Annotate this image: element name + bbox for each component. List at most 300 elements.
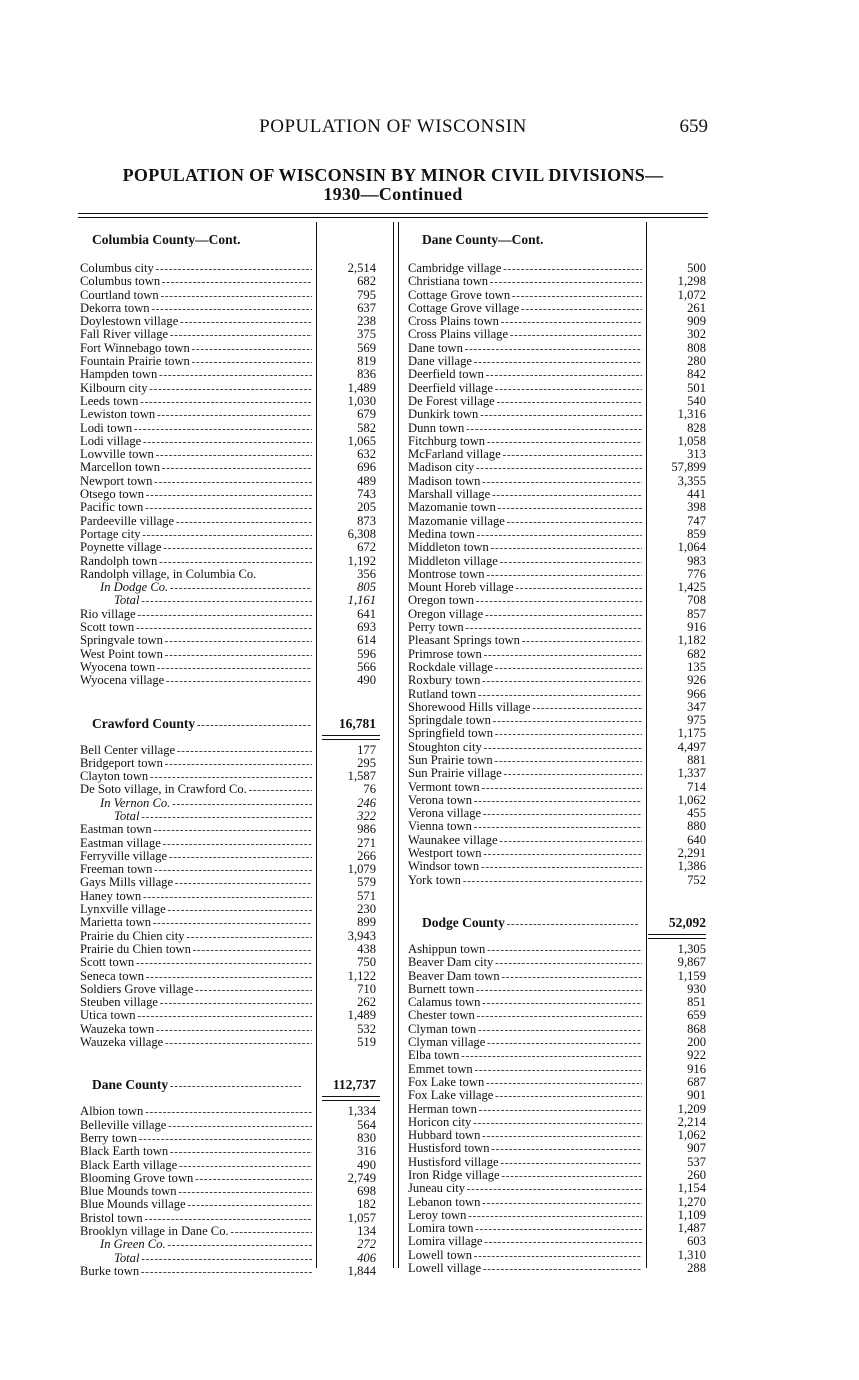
population-value: 614 [357, 633, 376, 648]
population-value: 1,065 [347, 433, 376, 448]
sub-row [80, 1238, 380, 1251]
table-row [80, 823, 380, 836]
county-heading-title: Dane County—Cont. [422, 232, 544, 247]
table-row [80, 315, 380, 328]
division-name: Black Earth village - - - [80, 1159, 312, 1173]
table-title-line-2: 1930—Continued [323, 184, 463, 204]
division-name: Otsego town - - - [80, 488, 312, 502]
center-divider-a [393, 222, 394, 1268]
population-value: 1,062 [677, 792, 706, 807]
population-value: 398 [687, 500, 706, 515]
division-name: Clyman town - - - [408, 1023, 642, 1037]
county-heading [80, 230, 380, 262]
division-name: Middleton town - - - [408, 541, 642, 555]
population-value: 1,030 [347, 393, 376, 408]
table-row [80, 996, 380, 1009]
division-name: Stoughton city - - - [408, 741, 642, 755]
table-row [408, 874, 706, 887]
table-row [80, 541, 380, 554]
division-name: Beaver Dam city - - - [408, 956, 642, 970]
population-value: 926 [687, 673, 706, 688]
table-row [80, 289, 380, 302]
population-value: 637 [357, 300, 376, 315]
population-value: 922 [687, 1048, 706, 1063]
division-name: Black Earth town - - - [80, 1145, 312, 1159]
table-row [80, 903, 380, 916]
division-name: West Point town - - - [80, 648, 312, 662]
total-row [80, 1252, 380, 1265]
population-value: 135 [687, 659, 706, 674]
population-value: 571 [357, 888, 376, 903]
table-row [80, 1036, 380, 1049]
table-row [80, 1185, 380, 1198]
table-row [80, 943, 380, 956]
population-value: 1,122 [347, 968, 376, 983]
division-name: Portage city - - - [80, 528, 312, 542]
division-name: Dunn town - - - [408, 422, 642, 436]
population-value: 1,844 [347, 1263, 376, 1278]
division-name: Courtland town - - - [80, 289, 312, 303]
table-row [80, 744, 380, 757]
table-row [408, 328, 706, 341]
sub-row [80, 581, 380, 594]
population-value: 288 [687, 1261, 706, 1276]
division-name: Columbus city - - - [80, 262, 312, 276]
population-value: 830 [357, 1130, 376, 1145]
division-name: Lomira village - - - [408, 1235, 642, 1249]
division-name: Lewiston town - - - [80, 408, 312, 422]
table-row [408, 727, 706, 740]
division-name: Ashippun town - - - [408, 943, 642, 957]
division-name: Roxbury town - - - [408, 674, 642, 688]
division-name: Iron Ridge village - - - [408, 1169, 642, 1183]
total-row [80, 594, 380, 607]
running-title: POPULATION OF WISCONSIN [259, 116, 527, 137]
population-value: 708 [687, 593, 706, 608]
table-row [408, 608, 706, 621]
population-value: 1,161 [347, 593, 376, 608]
table-row [80, 408, 380, 421]
table-row [80, 475, 380, 488]
division-name: Emmet town - - - [408, 1063, 642, 1077]
population-value: 842 [687, 367, 706, 382]
population-value: 1,386 [677, 859, 706, 874]
table-row [408, 634, 706, 647]
population-value: 2,214 [677, 1114, 706, 1129]
division-name: Hustisford town - - - [408, 1142, 642, 1156]
table-row [408, 1142, 706, 1155]
division-name: Ferryville village - - - [80, 850, 312, 864]
division-name: In Vernon Co. - - - [80, 797, 312, 811]
division-name: Elba town - - - [408, 1049, 642, 1063]
division-name: Scott town - - - [80, 956, 312, 970]
population-value: 532 [357, 1021, 376, 1036]
table-row [80, 983, 380, 996]
population-value: 246 [357, 795, 376, 810]
population-value: 490 [357, 1157, 376, 1172]
table-row [80, 970, 380, 983]
population-value: 857 [687, 606, 706, 621]
division-name: Blue Mounds village - - - [80, 1198, 312, 1212]
table-row [408, 661, 706, 674]
table-row [408, 1209, 706, 1222]
population-value: 743 [357, 487, 376, 502]
population-value: 907 [687, 1141, 706, 1156]
division-name: Albion town - - - [80, 1105, 312, 1119]
county-heading-title: Dane County - - - [92, 1077, 312, 1093]
population-value: 230 [357, 902, 376, 917]
table-row [408, 368, 706, 381]
division-name: Wauzeka village - - - [80, 1036, 312, 1050]
population-value: 899 [357, 915, 376, 930]
table-row [80, 501, 380, 514]
table-row [408, 355, 706, 368]
division-name: Montrose town - - - [408, 568, 642, 582]
table-row [408, 395, 706, 408]
population-value: 569 [357, 340, 376, 355]
population-value: 375 [357, 327, 376, 342]
table-row [408, 488, 706, 501]
division-name: Blooming Grove town - - - [80, 1172, 312, 1186]
table-row [80, 674, 380, 687]
division-name: Total - - - [80, 594, 312, 608]
division-name: Deerfield village - - - [408, 382, 642, 396]
division-name: Chester town - - - [408, 1009, 642, 1023]
division-name: Rutland town - - - [408, 688, 642, 702]
left-column [80, 230, 380, 1278]
population-value: 687 [687, 1074, 706, 1089]
table-row [408, 315, 706, 328]
division-name: Mount Horeb village - - - [408, 581, 642, 595]
division-name: Newport town - - - [80, 475, 312, 489]
table-row [408, 408, 706, 421]
top-rule-inner [78, 217, 708, 218]
table-row [80, 621, 380, 634]
division-name: Doylestown village - - - [80, 315, 312, 329]
population-value: 698 [357, 1184, 376, 1199]
population-value: 489 [357, 473, 376, 488]
population-value: 859 [687, 526, 706, 541]
table-row [80, 1265, 380, 1278]
total-double-rule [648, 934, 706, 939]
division-name: Wyocena town - - - [80, 661, 312, 675]
population-value: 776 [687, 566, 706, 581]
population-value: 1,079 [347, 862, 376, 877]
population-value: 177 [357, 742, 376, 757]
division-name: Prairie du Chien city - - - [80, 930, 312, 944]
table-row [408, 568, 706, 581]
division-name: McFarland village - - - [408, 448, 642, 462]
division-name: Medina town - - - [408, 528, 642, 542]
population-value: 540 [687, 393, 706, 408]
population-value: 1,270 [677, 1194, 706, 1209]
population-value: 693 [357, 620, 376, 635]
division-name: Oregon village - - - [408, 608, 642, 622]
population-value: 1,587 [347, 769, 376, 784]
population-value: 808 [687, 340, 706, 355]
table-row [80, 355, 380, 368]
division-name: Prairie du Chien town - - - [80, 943, 312, 957]
division-name: Pleasant Springs town - - - [408, 634, 642, 648]
population-value: 441 [687, 487, 706, 502]
table-row [80, 275, 380, 288]
population-value: 356 [357, 566, 376, 581]
population-value: 1,058 [677, 433, 706, 448]
division-name: Soldiers Grove village - - - [80, 983, 312, 997]
table-row [408, 781, 706, 794]
division-name: Burke town - - - [80, 1265, 312, 1279]
division-name: Cross Plains village - - - [408, 328, 642, 342]
population-value: 909 [687, 314, 706, 329]
table-row [80, 435, 380, 448]
division-name: Fort Winnebago town - - - [80, 342, 312, 356]
population-value: 1,159 [677, 968, 706, 983]
population-value: 1,316 [677, 407, 706, 422]
table-row [408, 262, 706, 275]
division-name: Dane town - - - [408, 342, 642, 356]
table-row [408, 461, 706, 474]
table-row [408, 1049, 706, 1062]
division-name: Eastman village - - - [80, 837, 312, 851]
center-divider-b [398, 222, 399, 1268]
population-value: 672 [357, 540, 376, 555]
table-row [80, 1132, 380, 1145]
population-value: 603 [687, 1234, 706, 1249]
division-name: Perry town - - - [408, 621, 642, 635]
table-row [80, 608, 380, 621]
population-value: 564 [357, 1117, 376, 1132]
table-row [80, 956, 380, 969]
division-name: Brooklyn village in Dane Co. - - - [80, 1225, 312, 1239]
division-name: Bristol town - - - [80, 1212, 312, 1226]
table-row [80, 568, 380, 581]
table-row [408, 621, 706, 634]
county-total: 16,781 [338, 715, 376, 731]
population-value: 490 [357, 673, 376, 688]
division-name: Lomira town - - - [408, 1222, 642, 1236]
population-value: 682 [687, 646, 706, 661]
population-value: 134 [357, 1224, 376, 1238]
table-row [408, 943, 706, 956]
division-name: Cottage Grove town - - - [408, 289, 642, 303]
total-double-rule [322, 1096, 380, 1101]
population-value: 2,291 [677, 846, 706, 861]
population-value: 880 [687, 819, 706, 834]
table-row [80, 382, 380, 395]
population-value: 500 [687, 261, 706, 275]
division-name: Seneca town - - - [80, 970, 312, 984]
table-row [408, 1262, 706, 1275]
division-name: Waunakee village - - - [408, 834, 642, 848]
division-name: Leroy town - - - [408, 1209, 642, 1223]
table-row [80, 368, 380, 381]
population-value: 2,749 [347, 1170, 376, 1185]
table-row [408, 594, 706, 607]
division-name: Beaver Dam town - - - [408, 970, 642, 984]
table-row [80, 515, 380, 528]
table-row [80, 770, 380, 783]
table-row [408, 1009, 706, 1022]
table-row [408, 1182, 706, 1195]
division-name: Poynette village - - - [80, 541, 312, 555]
population-value: 1,057 [347, 1210, 376, 1225]
population-value: 1,489 [347, 1008, 376, 1023]
right-column [408, 230, 706, 1275]
table-row [408, 275, 706, 288]
table-row [408, 1169, 706, 1182]
division-name: Springvale town - - - [80, 634, 312, 648]
population-value: 1,425 [677, 580, 706, 595]
division-name: Marietta town - - - [80, 916, 312, 930]
division-name: Lebanon town - - - [408, 1196, 642, 1210]
table-row [80, 634, 380, 647]
population-value: 750 [357, 955, 376, 970]
table-row [408, 820, 706, 833]
table-row [80, 916, 380, 929]
sub-row [80, 797, 380, 810]
running-head [78, 116, 708, 140]
county-heading [408, 913, 706, 943]
population-value: 9,867 [677, 955, 706, 970]
table-row [408, 342, 706, 355]
table-row [408, 541, 706, 554]
page-number: 659 [679, 116, 708, 137]
division-name: Wauzeka town - - - [80, 1023, 312, 1037]
county-heading [408, 230, 706, 262]
table-row [408, 289, 706, 302]
table-row [80, 1198, 380, 1211]
population-value: 1,109 [677, 1207, 706, 1222]
table-row [80, 648, 380, 661]
table-row [80, 1159, 380, 1172]
population-value: 582 [357, 420, 376, 435]
population-value: 1,298 [677, 274, 706, 289]
population-value: 975 [687, 713, 706, 728]
division-name: Verona village - - - [408, 807, 642, 821]
population-value: 3,943 [347, 928, 376, 943]
population-value: 659 [687, 1008, 706, 1023]
population-value: 1,487 [677, 1221, 706, 1236]
population-value: 682 [357, 274, 376, 289]
population-value: 641 [357, 606, 376, 621]
division-name: Hustisford village - - - [408, 1156, 642, 1170]
division-name: Bell Center village - - - [80, 744, 312, 758]
table-row [408, 714, 706, 727]
table-row [80, 890, 380, 903]
division-name: Lodi village - - - [80, 435, 312, 449]
table-row [408, 581, 706, 594]
division-name: Belleville village - - - [80, 1119, 312, 1133]
division-name: De Forest village - - - [408, 395, 642, 409]
population-value: 438 [357, 941, 376, 956]
table-title-line-1: POPULATION OF WISCONSIN BY MINOR CIVIL DIVISIONS— [122, 165, 664, 185]
population-value: 986 [357, 822, 376, 837]
population-value: 795 [357, 287, 376, 302]
division-name: Windsor town - - - [408, 860, 642, 874]
table-row [408, 688, 706, 701]
population-value: 752 [687, 872, 706, 887]
division-name: Cambridge village - - - [408, 262, 642, 276]
population-value: 710 [357, 981, 376, 996]
table-title [78, 166, 708, 204]
division-name: Vermont town - - - [408, 781, 642, 795]
division-name: Dekorra town - - - [80, 302, 312, 316]
table-row [80, 555, 380, 568]
population-value: 836 [357, 367, 376, 382]
division-name: Bridgeport town - - - [80, 757, 312, 771]
division-name: Springfield town - - - [408, 727, 642, 741]
table-row [408, 1103, 706, 1116]
table-row [408, 956, 706, 969]
table-row [408, 996, 706, 1009]
population-value: 1,337 [677, 766, 706, 781]
table-row [80, 757, 380, 770]
division-name: Mazomanie village - - - [408, 515, 642, 529]
population-value: 271 [357, 835, 376, 850]
division-name: Madison city - - - [408, 461, 642, 475]
table-row [80, 1145, 380, 1158]
table-row [80, 422, 380, 435]
population-value: 1,305 [677, 941, 706, 956]
population-value: 1,182 [677, 633, 706, 648]
division-name: Calamus town - - - [408, 996, 642, 1010]
table-row [408, 1129, 706, 1142]
table-row [408, 1076, 706, 1089]
division-name: Total - - - [80, 810, 312, 824]
division-name: Eastman town - - - [80, 823, 312, 837]
population-value: 205 [357, 500, 376, 515]
table-row [408, 794, 706, 807]
top-rule [78, 213, 708, 214]
table-row [80, 1023, 380, 1036]
population-value: 260 [687, 1168, 706, 1182]
population-value: 455 [687, 806, 706, 821]
division-name: Mazomanie town - - - [408, 501, 642, 515]
division-name: Springdale town - - - [408, 714, 642, 728]
table-row [408, 435, 706, 448]
division-name: Lowell village - - - [408, 1262, 642, 1276]
population-value: 2,514 [347, 261, 376, 275]
table-row [80, 930, 380, 943]
population-value: 679 [357, 407, 376, 422]
table-row [80, 461, 380, 474]
table-row [408, 448, 706, 461]
population-value: 1,334 [347, 1104, 376, 1119]
population-value: 1,064 [677, 540, 706, 555]
table-row [408, 1089, 706, 1102]
division-name: Lowell town - - - [408, 1249, 642, 1263]
population-value: 316 [357, 1144, 376, 1159]
table-row [80, 876, 380, 889]
population-value: 916 [687, 620, 706, 635]
table-row [408, 767, 706, 780]
population-value: 406 [357, 1250, 376, 1265]
population-value: 1,072 [677, 287, 706, 302]
population-value: 632 [357, 447, 376, 462]
division-name: Kilbourn city - - - [80, 382, 312, 396]
table-row [408, 701, 706, 714]
division-name: Oregon town - - - [408, 594, 642, 608]
population-value: 851 [687, 995, 706, 1010]
division-name: In Dodge Co. - - - [80, 581, 312, 595]
population-value: 57,899 [671, 460, 706, 475]
division-name: Fountain Prairie town - - - [80, 355, 312, 369]
division-name: Verona town - - - [408, 794, 642, 808]
division-name: Randolph town - - - [80, 555, 312, 569]
section-spacer [80, 1049, 380, 1075]
division-name: Leeds town - - - [80, 395, 312, 409]
table-row [80, 783, 380, 796]
